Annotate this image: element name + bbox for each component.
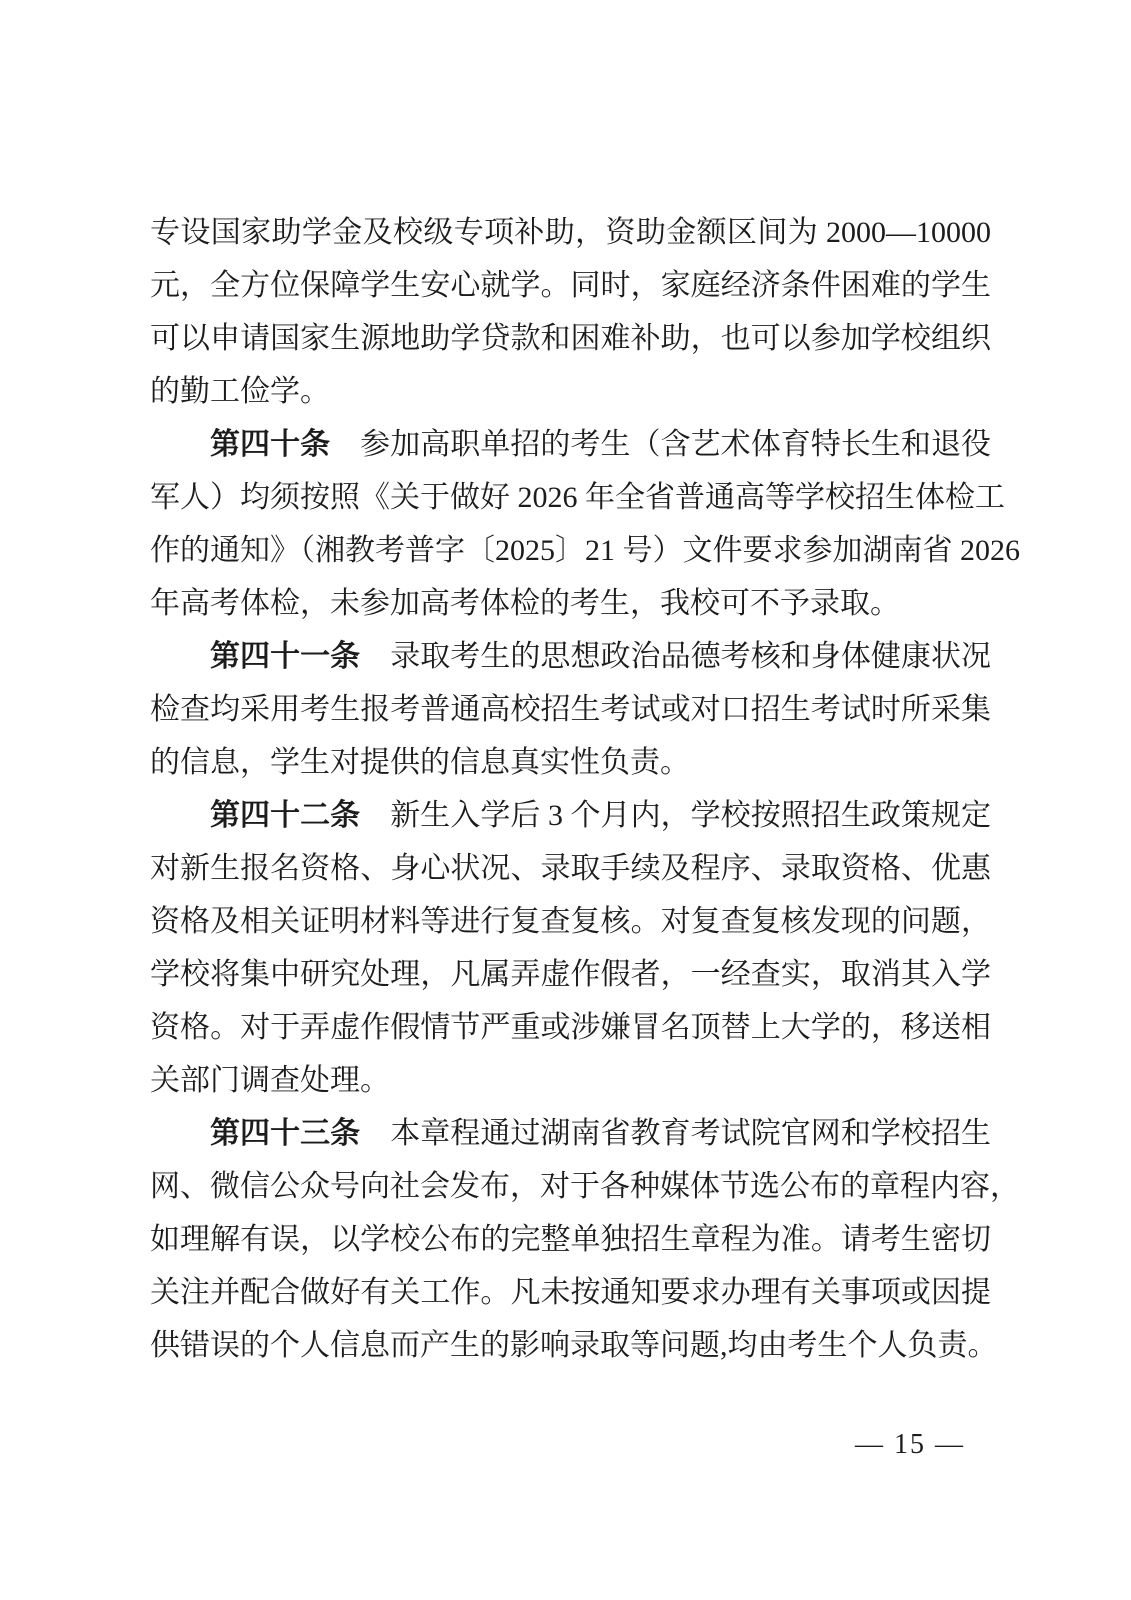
article-text: 录取考生的思想政治品德考核和身体健康状况 — [390, 640, 992, 673]
text-line: 如理解有误，以学校公布的完整单独招生章程为准。请考生密切 — [150, 1223, 991, 1256]
text-line — [150, 789, 991, 842]
text-line: 关注并配合做好有关工作。凡未按通知要求办理有关事项或因提 — [150, 1276, 991, 1309]
text-line: 军人）均须按照《关于做好 2026 年全省普通高等学校招生体检工 — [150, 481, 1005, 514]
page-footer — [855, 1428, 965, 1462]
text-line: 作的通知》（湘教考普字〔2025〕21 号）文件要求参加湖南省 2026 — [150, 534, 1020, 567]
text-line: 关部门调查处理。 — [150, 1064, 390, 1097]
article-number: 第四十三条 — [210, 1117, 361, 1150]
article-number: 第四十二条 — [210, 799, 361, 832]
article-number: 第四十条 — [210, 428, 331, 461]
text-line — [150, 418, 991, 471]
article-number: 第四十一条 — [210, 640, 361, 673]
page-number: — 15 — — [855, 1429, 965, 1460]
paragraph — [150, 630, 991, 789]
paragraph — [150, 418, 1020, 630]
text-line — [150, 1107, 991, 1160]
text-line: 元，全方位保障学生安心就学。同时，家庭经济条件困难的学生 — [150, 269, 991, 302]
text-line: 学校将集中研究处理，凡属弄虚作假者，一经查实，取消其入学 — [150, 958, 991, 991]
text-line: 年高考体检，未参加高考体检的考生，我校可不予录取。 — [150, 587, 900, 620]
text-line: 对新生报名资格、身心状况、录取手续及程序、录取资格、优惠 — [150, 852, 991, 885]
text-line: 供错误的个人信息而产生的影响录取等问题,均由考生个人负责。 — [150, 1329, 998, 1362]
text-line: 专设国家助学金及校级专项补助，资助金额区间为 2000—10000 — [150, 216, 991, 249]
text-line: 的信息，学生对提供的信息真实性负责。 — [150, 746, 690, 779]
text-line — [150, 630, 991, 683]
text-line: 资格及相关证明材料等进行复查复核。对复查复核发现的问题， — [150, 905, 991, 938]
paragraph — [150, 1107, 1020, 1372]
paragraph — [150, 789, 991, 1107]
document-body — [150, 206, 1020, 1372]
paragraph — [150, 206, 991, 418]
text-line: 的勤工俭学。 — [150, 375, 330, 408]
text-line: 网、微信公众号向社会发布，对于各种媒体节选公布的章程内容， — [150, 1170, 1020, 1203]
text-line: 资格。对于弄虚作假情节严重或涉嫌冒名顶替上大学的，移送相 — [150, 1011, 991, 1044]
article-text: 新生入学后 3 个月内，学校按照招生政策规定 — [390, 799, 992, 832]
article-text: 参加高职单招的考生（含艺术体育特长生和退役 — [360, 428, 992, 461]
article-text: 本章程通过湖南省教育考试院官网和学校招生 — [390, 1117, 992, 1150]
text-line: 可以申请国家生源地助学贷款和困难补助，也可以参加学校组织 — [150, 322, 991, 355]
text-line: 检查均采用考生报考普通高校招生考试或对口招生考试时所采集 — [150, 693, 991, 726]
